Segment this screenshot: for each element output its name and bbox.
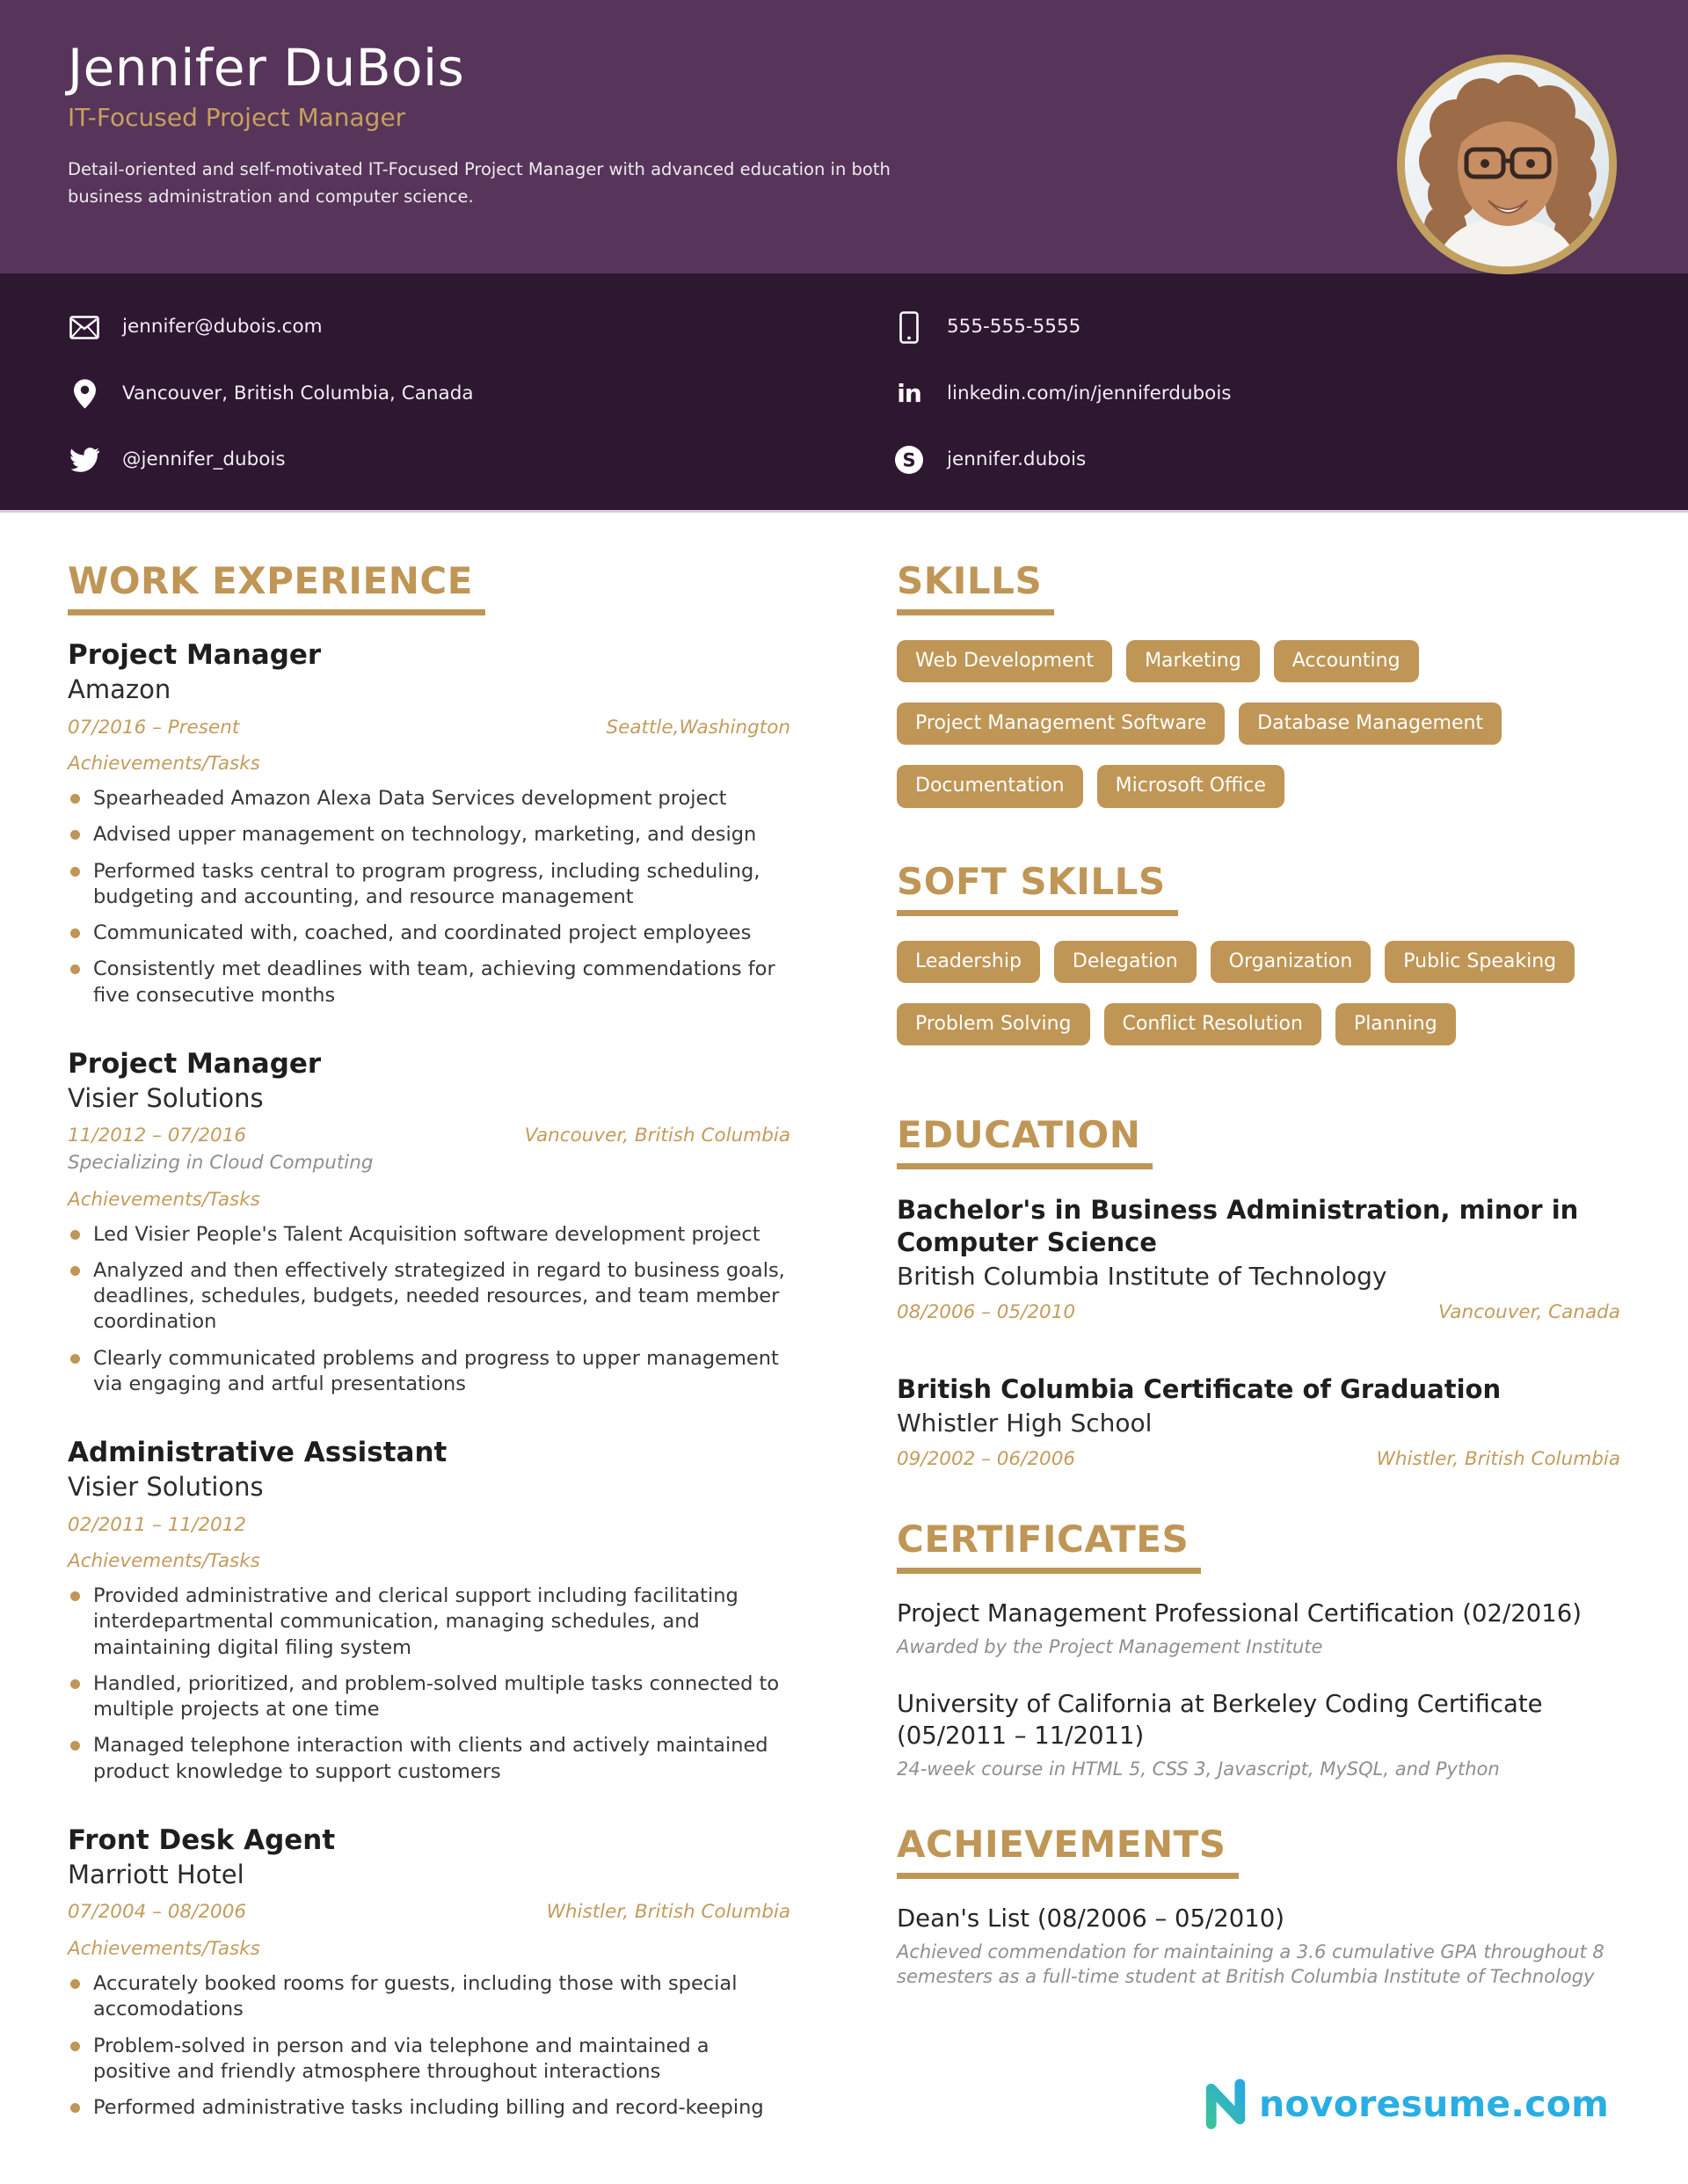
job-location: Vancouver, British Columbia	[524, 1125, 790, 1147]
education-school: British Columbia Institute of Technology	[897, 1262, 1387, 1292]
phone-icon	[892, 310, 926, 344]
bullet-text: Accurately booked rooms for guests, including those with special accomodations	[93, 1972, 738, 2021]
contact-location	[68, 377, 892, 411]
job-entry-visier-pm	[68, 1049, 790, 1397]
soft-skill-pill: Conflict Resolution	[1104, 1003, 1321, 1045]
section-title-work-experience: WORK EXPERIENCE	[68, 562, 485, 615]
bullet-text: Provided administrative and clerical support including facilitating interdepartmental communication, managing schedules, and maintaining digital filing system	[93, 1584, 738, 1659]
job-entry-visier-admin	[68, 1438, 790, 1785]
job-dates: 02/2011 – 11/2012	[68, 1513, 247, 1536]
contact-linkedin-value: linkedin.com/in/jenniferdubois	[947, 382, 1232, 404]
bullet-item	[68, 859, 790, 911]
education-dates: 08/2006 – 05/2010	[897, 1301, 1076, 1324]
job-bullets	[68, 1583, 790, 1785]
education-meta	[897, 1448, 1620, 1471]
resume-header	[0, 0, 1688, 273]
job-company: Amazon	[68, 673, 171, 704]
education-entry	[897, 1373, 1620, 1471]
education-location: Whistler, British Columbia	[1376, 1448, 1620, 1471]
job-location: Seattle,Washington	[606, 716, 790, 739]
bullet-item	[68, 921, 790, 946]
twitter-icon	[68, 443, 101, 477]
bullet-item	[68, 957, 790, 1008]
skill-pill: Web Development	[897, 640, 1112, 682]
bullet-dot	[70, 965, 80, 974]
contact-column-right	[892, 310, 1232, 477]
bullet-text: Analyzed and then effectively strategized in regard to business goals, deadlines, schedules, budgets, needed resources, and team member coordination	[93, 1258, 785, 1334]
contact-phone	[892, 310, 1232, 344]
novoresume-logo[interactable]	[1200, 2078, 1609, 2129]
bullet-dot	[70, 867, 80, 877]
job-company: Visier Solutions	[68, 1082, 264, 1113]
education-meta	[897, 1301, 1620, 1324]
bullet-text: Performed administrative tasks including billing and record-keeping	[93, 2096, 764, 2120]
linkedin-icon: in	[897, 378, 921, 408]
portrait-illustration	[1405, 62, 1609, 266]
section-title-achievements: ACHIEVEMENTS	[897, 1825, 1239, 1879]
bullet-dot	[70, 1266, 80, 1276]
skill-pill: Accounting	[1274, 640, 1419, 682]
bullet-text: Communicated with, coached, and coordinated project employees	[93, 921, 752, 945]
skill-pill: Marketing	[1126, 640, 1260, 682]
section-title-education: EDUCATION	[897, 1116, 1153, 1169]
job-title: Front Desk Agent	[68, 1824, 336, 1856]
soft-skill-pill: Organization	[1211, 941, 1372, 983]
job-bullets	[68, 1222, 790, 1398]
resume-body	[0, 513, 1688, 2161]
education-entry	[897, 1194, 1620, 1324]
skills-pills	[897, 640, 1620, 808]
svg-text:S: S	[902, 449, 916, 471]
job-specialization: Specializing in Cloud Computing	[68, 1152, 374, 1175]
soft-skill-pill: Problem Solving	[897, 1003, 1090, 1045]
bullet-dot	[70, 830, 80, 840]
job-dates: 11/2012 – 07/2016	[68, 1125, 247, 1147]
bullet-item	[68, 1671, 790, 1723]
job-meta	[68, 1125, 790, 1147]
education-dates: 09/2002 – 06/2006	[897, 1448, 1076, 1471]
right-column	[897, 559, 1620, 2161]
bullet-dot	[70, 1741, 80, 1751]
bullet-text: Clearly communicated problems and progress to upper management via engaging and artful presentations	[93, 1346, 779, 1395]
bullet-item	[68, 1346, 790, 1398]
bullet-item	[68, 1258, 790, 1336]
person-job-title: IT-Focused Project Manager	[68, 102, 406, 132]
bullet-text: Problem-solved in person and via telephone and maintained a positive and friendly atmosphere throughout interactions	[93, 2034, 709, 2083]
bullet-item	[68, 786, 790, 812]
soft-skill-pill: Planning	[1335, 1003, 1456, 1045]
job-company: Marriott Hotel	[68, 1859, 244, 1889]
novoresume-n-icon	[1200, 2078, 1251, 2129]
contact-column-left	[68, 310, 892, 477]
section-title-skills: SKILLS	[897, 562, 1054, 615]
education-school: Whistler High School	[897, 1409, 1153, 1438]
education-degree: British Columbia Certificate of Graduation	[897, 1374, 1502, 1405]
contact-skype	[892, 443, 1232, 477]
bullet-dot	[70, 1230, 80, 1240]
soft-skill-pill: Delegation	[1054, 941, 1197, 983]
bullet-item	[68, 822, 790, 848]
location-icon	[68, 377, 101, 411]
bullet-text: Consistently met deadlines with team, achieving commendations for five consecutive months	[93, 957, 775, 1007]
bullet-item	[68, 2095, 790, 2121]
skill-pill: Documentation	[897, 765, 1083, 807]
achievements-label: Achievements/Tasks	[68, 1188, 260, 1211]
summary-text: Detail-oriented and self-motivated IT-Focused Project Manager with advanced education in both business administration and computer science.	[68, 159, 891, 207]
skill-pill: Project Management Software	[897, 703, 1225, 745]
bullet-item	[68, 1971, 790, 2023]
novoresume-wordmark: novoresume.com	[1259, 2082, 1609, 2125]
bullet-text: Spearheaded Amazon Alexa Data Services development project	[93, 787, 727, 811]
job-meta	[68, 1901, 790, 1924]
bullet-dot	[70, 1591, 80, 1601]
bullet-text: Handled, prioritized, and problem-solved multiple tasks connected to multiple projects at one time	[93, 1671, 780, 1722]
job-title: Project Manager	[68, 639, 322, 672]
achievement-subtitle: Achieved commendation for maintaining a 3.6 cumulative GPA throughout 8 semesters as a full-time student at British Columbia Institute of Technology	[897, 1941, 1604, 1988]
certificate-subtitle: 24-week course in HTML 5, CSS 3, Javascript, MySQL, and Python	[897, 1758, 1500, 1780]
bullet-item	[68, 1583, 790, 1661]
certificate-subtitle: Awarded by the Project Management Institute	[897, 1635, 1323, 1657]
achievements-label: Achievements/Tasks	[68, 1550, 260, 1573]
job-entry-amazon	[68, 640, 790, 1008]
job-bullets	[68, 786, 790, 1008]
contact-twitter-value: @jennifer_dubois	[122, 448, 286, 471]
achievement-entry	[897, 1904, 1620, 1989]
certificate-title: Project Management Professional Certification (02/2016)	[897, 1599, 1582, 1628]
bullet-dot	[70, 2042, 80, 2051]
contact-phone-value: 555-555-5555	[947, 316, 1081, 339]
bullet-dot	[70, 1679, 80, 1689]
job-meta	[68, 1514, 790, 1537]
bullet-text: Advised upper management on technology, marketing, and design	[93, 823, 757, 847]
job-location: Whistler, British Columbia	[546, 1901, 790, 1924]
skype-icon	[892, 443, 926, 477]
contact-skype-value: jennifer.dubois	[947, 448, 1087, 471]
bullet-dot	[70, 2103, 80, 2113]
job-title: Project Manager	[68, 1047, 322, 1080]
skill-pill: Database Management	[1239, 703, 1502, 745]
bullet-text: Managed telephone interaction with clients and actively maintained product knowledge to support customers	[93, 1734, 768, 1783]
soft-skills-pills	[897, 941, 1620, 1045]
job-meta	[68, 717, 790, 739]
certificate-entry	[897, 1689, 1620, 1781]
email-icon	[68, 310, 101, 344]
education-location: Vancouver, Canada	[1437, 1301, 1620, 1324]
profile-photo	[1397, 55, 1617, 274]
job-dates: 07/2004 – 08/2006	[68, 1901, 247, 1924]
soft-skill-pill: Leadership	[897, 941, 1040, 983]
achievement-title: Dean's List (08/2006 – 05/2010)	[897, 1904, 1284, 1933]
bullet-dot	[70, 1354, 80, 1364]
bullet-text: Performed tasks central to program progress, including scheduling, budgeting and accounting, and resource management	[93, 859, 760, 908]
contact-twitter	[68, 443, 892, 477]
person-name: Jennifer DuBois	[68, 38, 465, 98]
section-title-certificates: CERTIFICATES	[897, 1520, 1201, 1574]
bullet-dot	[70, 928, 80, 938]
achievements-label: Achievements/Tasks	[68, 1938, 260, 1961]
bullet-item	[68, 2034, 790, 2086]
contact-bar	[0, 273, 1688, 510]
soft-skill-pill: Public Speaking	[1385, 941, 1575, 983]
job-title: Administrative Assistant	[68, 1437, 447, 1469]
skill-pill: Microsoft Office	[1097, 765, 1284, 807]
job-entry-marriott	[68, 1825, 790, 2121]
bullet-item	[68, 1222, 790, 1248]
bullet-text: Led Visier People's Talent Acquisition software development project	[93, 1222, 760, 1246]
bullet-item	[68, 1733, 790, 1785]
contact-linkedin	[892, 377, 1232, 411]
job-bullets	[68, 1971, 790, 2121]
contact-email	[68, 310, 892, 344]
certificate-entry	[897, 1598, 1620, 1659]
left-column	[68, 559, 790, 2161]
job-company: Visier Solutions	[68, 1471, 264, 1502]
section-title-soft-skills: SOFT SKILLS	[897, 863, 1178, 916]
achievements-label: Achievements/Tasks	[68, 753, 260, 775]
job-dates: 07/2016 – Present	[68, 716, 240, 739]
contact-email-value: jennifer@dubois.com	[122, 316, 323, 339]
bullet-dot	[70, 1979, 80, 1989]
certificate-title: University of California at Berkeley Coding Certificate (05/2011 – 11/2011)	[897, 1690, 1543, 1751]
contact-location-value: Vancouver, British Columbia, Canada	[122, 382, 474, 404]
bullet-dot	[70, 794, 80, 804]
education-degree: Bachelor's in Business Administration, minor in Computer Science	[897, 1195, 1579, 1258]
